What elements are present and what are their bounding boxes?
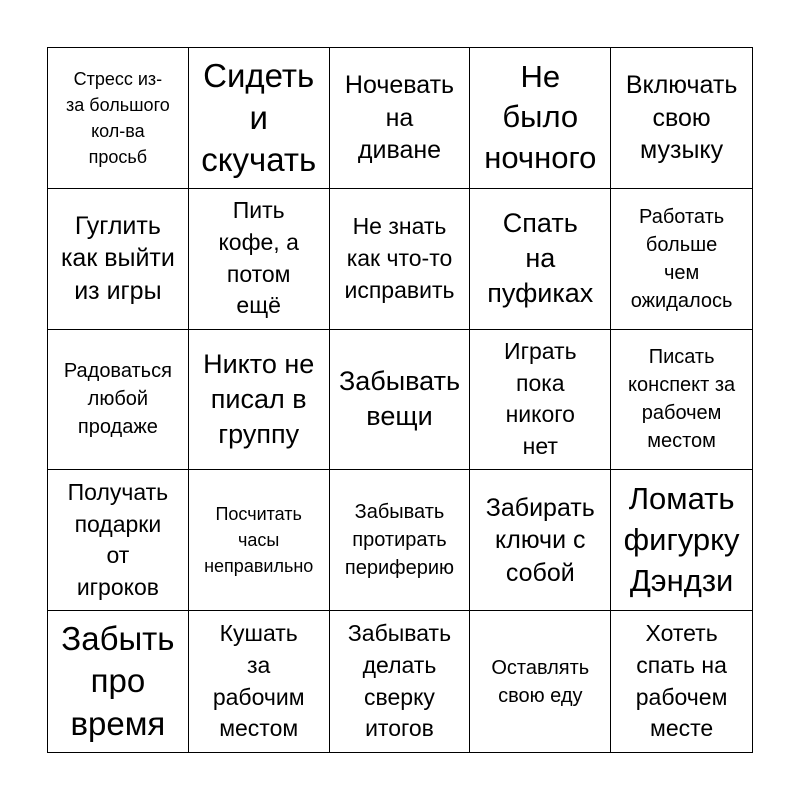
bingo-cell-text: Работать больше чем ожидалось: [630, 205, 733, 312]
bingo-cell-text: Забывать протирать периферию: [344, 501, 455, 580]
bingo-cell-r2c2[interactable]: [189, 189, 330, 330]
bingo-cell-text: Писать конспект за рабочем местом: [628, 346, 736, 453]
bingo-cell-text: Не было ночного: [484, 58, 597, 176]
bingo-cell-r2c5[interactable]: [611, 189, 752, 330]
bingo-cell-r4c4[interactable]: [470, 470, 611, 611]
bingo-cell-r1c1[interactable]: [48, 48, 189, 189]
bingo-cell-r3c4[interactable]: [470, 330, 611, 471]
bingo-cell-r5c3[interactable]: [330, 611, 471, 752]
bingo-cell-text: Оставлять свою еду: [491, 656, 590, 707]
bingo-cell-r3c3[interactable]: [330, 330, 471, 471]
bingo-cell-text: Включать свою музыку: [625, 71, 738, 165]
bingo-cell-r2c3[interactable]: [330, 189, 471, 330]
bingo-cell-r1c4[interactable]: [470, 48, 611, 189]
bingo-cell-text: Пить кофе, а потом ещё: [218, 197, 299, 319]
bingo-cell-text: Забыть про время: [61, 620, 175, 742]
bingo-cell-text: Забывать вещи: [338, 366, 461, 432]
bingo-cell-text: Посчитать часы неправильно: [204, 504, 314, 577]
bingo-cell-r4c5[interactable]: [611, 470, 752, 611]
bingo-cell-text: Никто не писал в группу: [203, 348, 315, 450]
bingo-cell-r5c1[interactable]: [48, 611, 189, 752]
bingo-cell-r3c5[interactable]: [611, 330, 752, 471]
bingo-cell-r5c4[interactable]: [470, 611, 611, 752]
bingo-cell-text: Ночевать на диване: [344, 71, 455, 165]
bingo-cell-r3c2[interactable]: [189, 330, 330, 471]
bingo-cell-r2c1[interactable]: [48, 189, 189, 330]
bingo-cell-text: Забирать ключи с собой: [485, 493, 595, 587]
bingo-cell-r1c5[interactable]: [611, 48, 752, 189]
bingo-cell-text: Хотеть спать на рабочем месте: [635, 620, 728, 742]
bingo-cell-r4c2[interactable]: [189, 470, 330, 611]
bingo-cell-r3c1[interactable]: [48, 330, 189, 471]
bingo-cell-text: Стресс из- за большого кол-ва просьб: [66, 68, 170, 167]
bingo-cell-r2c4[interactable]: [470, 189, 611, 330]
bingo-cell-r4c1[interactable]: [48, 470, 189, 611]
bingo-cell-text: Ломать фигурку Дэндзи: [623, 480, 740, 598]
bingo-cell-r1c2[interactable]: [189, 48, 330, 189]
bingo-cell-text: Не знать как что-то исправить: [344, 213, 455, 303]
bingo-cell-r5c2[interactable]: [189, 611, 330, 752]
bingo-cell-r1c3[interactable]: [330, 48, 471, 189]
bingo-cell-text: Сидеть и скучать: [201, 56, 317, 179]
bingo-cell-text: Кушать за рабочим местом: [212, 620, 305, 742]
bingo-cell-r5c5[interactable]: [611, 611, 752, 752]
bingo-cell-text: Получать подарки от игроков: [67, 478, 169, 601]
bingo-cell-text: Забывать делать сверку итогов: [347, 620, 452, 742]
bingo-cell-text: Играть пока никого нет: [504, 338, 577, 460]
bingo-cell-text: Радоваться любой продаже: [63, 360, 172, 439]
bingo-grid: [47, 47, 753, 753]
bingo-cell-r4c3[interactable]: [330, 470, 471, 611]
bingo-cell-text: Гуглить как выйти из игры: [60, 211, 175, 305]
bingo-cell-text: Спать на пуфиках: [487, 208, 594, 309]
